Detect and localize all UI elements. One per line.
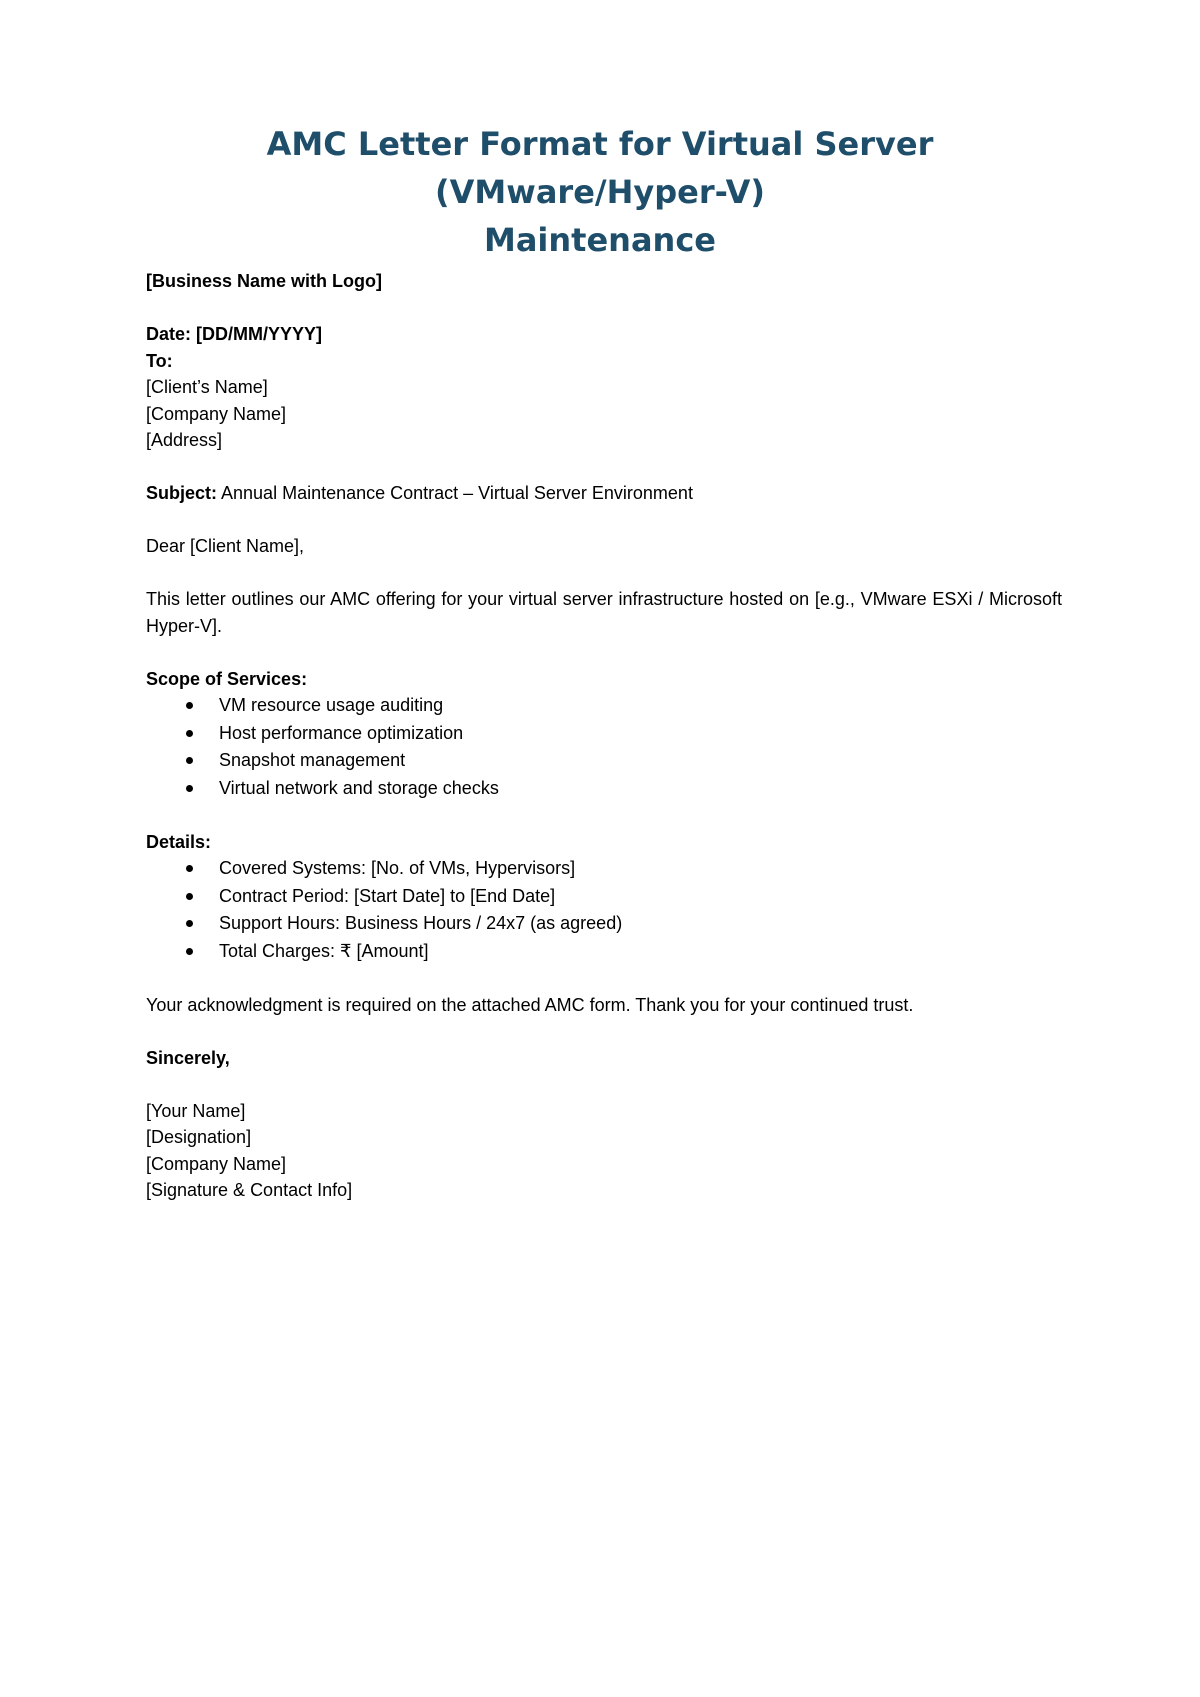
spacer	[146, 454, 1062, 481]
scope-heading: Scope of Services:	[146, 668, 308, 689]
spacer	[146, 639, 1062, 666]
list-item-text: Snapshot management	[219, 750, 406, 770]
letter-body	[146, 268, 1062, 1204]
recipient-address: [Address]	[146, 430, 223, 450]
spacer	[146, 965, 1062, 992]
closing-note: Your acknowledgment is required on the attached AMC form. Thank you for your continued trust.	[146, 994, 914, 1015]
document-title-line-2: Maintenance	[483, 221, 716, 259]
list-item-text: Host performance optimization	[219, 722, 464, 743]
to-label: To:	[146, 350, 173, 371]
document-title	[120, 120, 1080, 264]
signature-name: [Your Name]	[146, 1100, 246, 1121]
subject-line	[146, 480, 1062, 507]
business-name: [Business Name with Logo]	[146, 271, 383, 291]
spacer	[146, 1071, 1062, 1098]
signature-contact: [Signature & Contact Info]	[146, 1180, 353, 1200]
bullet-icon	[186, 948, 193, 955]
bullet-icon	[186, 865, 193, 872]
list-item-text: Covered Systems: [No. of VMs, Hypervisors]	[219, 858, 576, 878]
list-item	[146, 910, 1062, 938]
list-item	[146, 747, 1062, 775]
subject-text: Annual Maintenance Contract – Virtual Server Environment	[217, 483, 693, 503]
list-item-text: Contract Period: [Start Date] to [End Date]	[219, 885, 556, 906]
scope-list	[146, 692, 1062, 802]
bullet-icon	[186, 920, 193, 927]
spacer	[146, 507, 1062, 534]
list-item	[146, 720, 1062, 748]
bullet-icon	[186, 893, 193, 900]
recipient-client-name: [Client’s Name]	[146, 377, 268, 397]
subject-label: Subject:	[146, 483, 218, 503]
signoff: Sincerely,	[146, 1047, 230, 1068]
document-title-line-1: AMC Letter Format for Virtual Server (VMware/Hyper-V)	[266, 125, 934, 211]
recipient-company-name: [Company Name]	[146, 403, 287, 424]
list-item	[146, 775, 1062, 803]
bullet-icon	[186, 757, 193, 764]
signature-company: [Company Name]	[146, 1153, 287, 1174]
list-item-text: Virtual network and storage checks	[219, 777, 499, 798]
list-item-text: Support Hours: Business Hours / 24x7 (as agreed)	[219, 913, 623, 933]
details-list	[146, 855, 1062, 965]
list-item-text: VM resource usage auditing	[219, 695, 444, 715]
spacer	[146, 560, 1062, 587]
spacer	[146, 802, 1062, 829]
letter-date: Date: [DD/MM/YYYY]	[146, 324, 323, 344]
salutation: Dear [Client Name],	[146, 536, 305, 556]
list-item	[146, 883, 1062, 911]
bullet-icon	[186, 730, 193, 737]
list-item	[146, 855, 1062, 883]
intro-paragraph: This letter outlines our AMC offering for your virtual server infrastructure hosted on [e.g., VMware ESXi / Microsoft Hyper-V].	[146, 589, 1062, 636]
spacer	[146, 295, 1062, 322]
list-item-text: Total Charges: ₹ [Amount]	[219, 940, 429, 961]
details-heading: Details:	[146, 831, 212, 852]
list-item	[146, 692, 1062, 720]
signature-designation: [Designation]	[146, 1127, 252, 1147]
spacer	[146, 1018, 1062, 1045]
bullet-icon	[186, 785, 193, 792]
bullet-icon	[186, 702, 193, 709]
list-item	[146, 938, 1062, 966]
